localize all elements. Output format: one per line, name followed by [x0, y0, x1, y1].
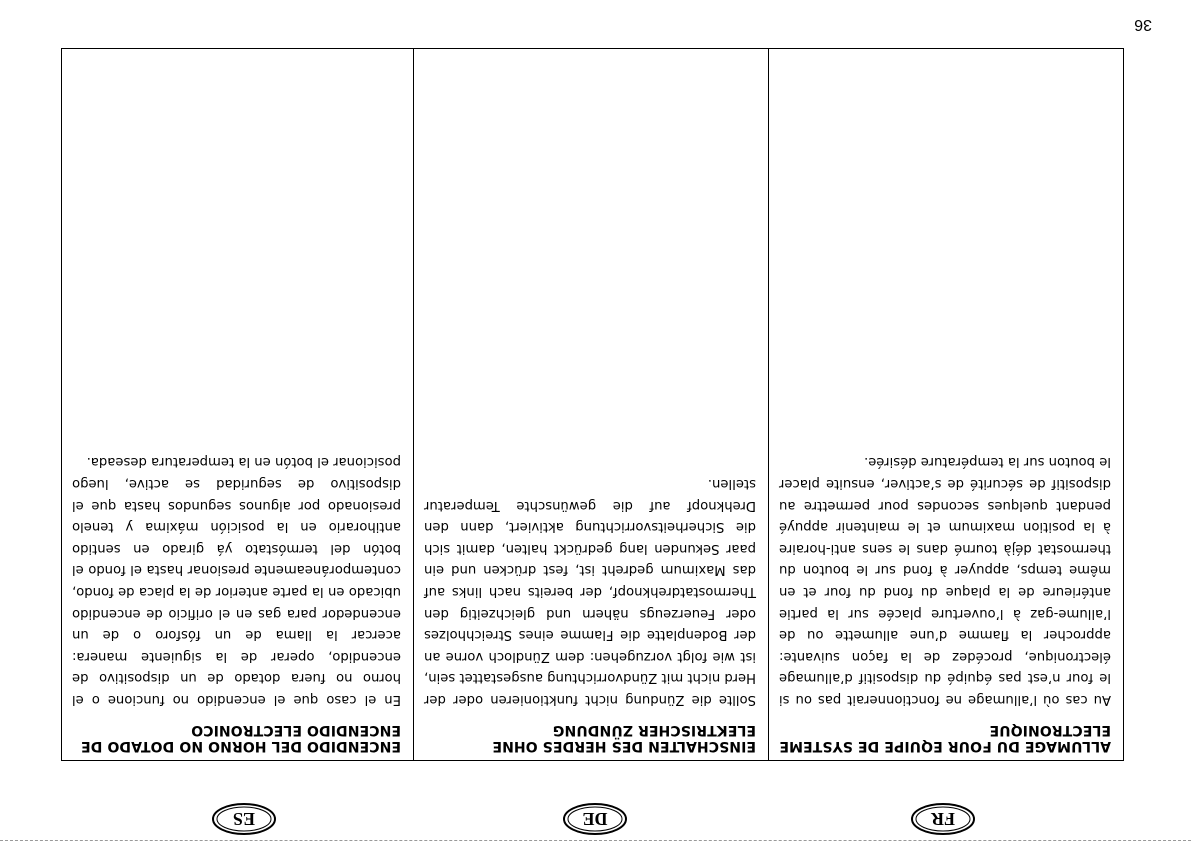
- heading-de: EINSCHALTEN DES HERDES OHNE ELEKTRISCHER ZÜNDUNG: [492, 722, 756, 754]
- page-number: 36: [1134, 16, 1152, 33]
- badge-de: [562, 802, 628, 836]
- badge-fr-label: FR: [931, 809, 955, 829]
- page-edge-line: [0, 837, 1191, 841]
- badge-de-label: DE: [582, 809, 608, 829]
- column-de: [414, 49, 769, 760]
- body-es: En el caso que el encendido no funcione o el horno no fuera dotado de un dispositivo de encendido, operar de la siguiente manera: acercar la llama de un fósforo o de un encendedor para gas en el orificio de encendido ubicado en la parte anterior de la placa de fondo, contemporáneamente presionar hasta el fondo el botón del termóstato yá girado en sentido antihorario en la posición máxima y tenelo presionado por algunos segundos hasta que el dispositivo de seguridad se active, luego posicionar el botón en la temperatura deseada.: [72, 454, 401, 707]
- badge-es: [211, 802, 277, 836]
- heading-es: ENCENDIDO DEL HORNO NO DOTADO DE ENCENDIDO ELECTRONICO: [80, 722, 401, 754]
- content-frame: [61, 48, 1124, 761]
- badge-es-label: ES: [232, 809, 256, 829]
- badge-fr: [910, 802, 976, 836]
- body-fr: Au cas où l’allumage ne fonctionnerait pas ou si le four n’est pas équipé du dispositif d’allumage électronique, procédez de la façon suivante: approcher la flamme d’une allumette ou de l’allume-gaz à l’ouverture placée sur la partie antérieure de la plaque du fond du four et en même temps, appuyer à fond sur le bouton du thermostat déjà tourné dans le sens anti-horaire à la position maximum et le maintenir appuyé pendant quelques secondes pour permettre au dispositif de sécurité de s’activer, ensuite placer le bouton sur la température désirée.: [779, 454, 1111, 707]
- column-fr: [769, 49, 1123, 760]
- heading-fr: ALLUMAGE DU FOUR EQUIPE DE SYSTEME ELECTRONIQUE: [779, 722, 1111, 754]
- column-es: [62, 49, 414, 760]
- body-de: Sollte die Zündung nicht funktionieren oder der Herd nicht mit Zündvorrichtung ausgestattet sein, ist wie folgt vorzugehen: dem Zündloch vorne an der Bodenplatte die Flamme eines Streichholzes oder Feuerzeugs nähern und gleichzeitig den Thermostatdrehknopf, der bereits nach links auf das Maximum gedreht ist, fest drücken und ein paar Sekunden lang gedrückt halten, damit sich die Sicherheitsvorrichtung aktiviert, dann den Drehknopf auf die gewünschte Temperatur stellen.: [424, 476, 756, 707]
